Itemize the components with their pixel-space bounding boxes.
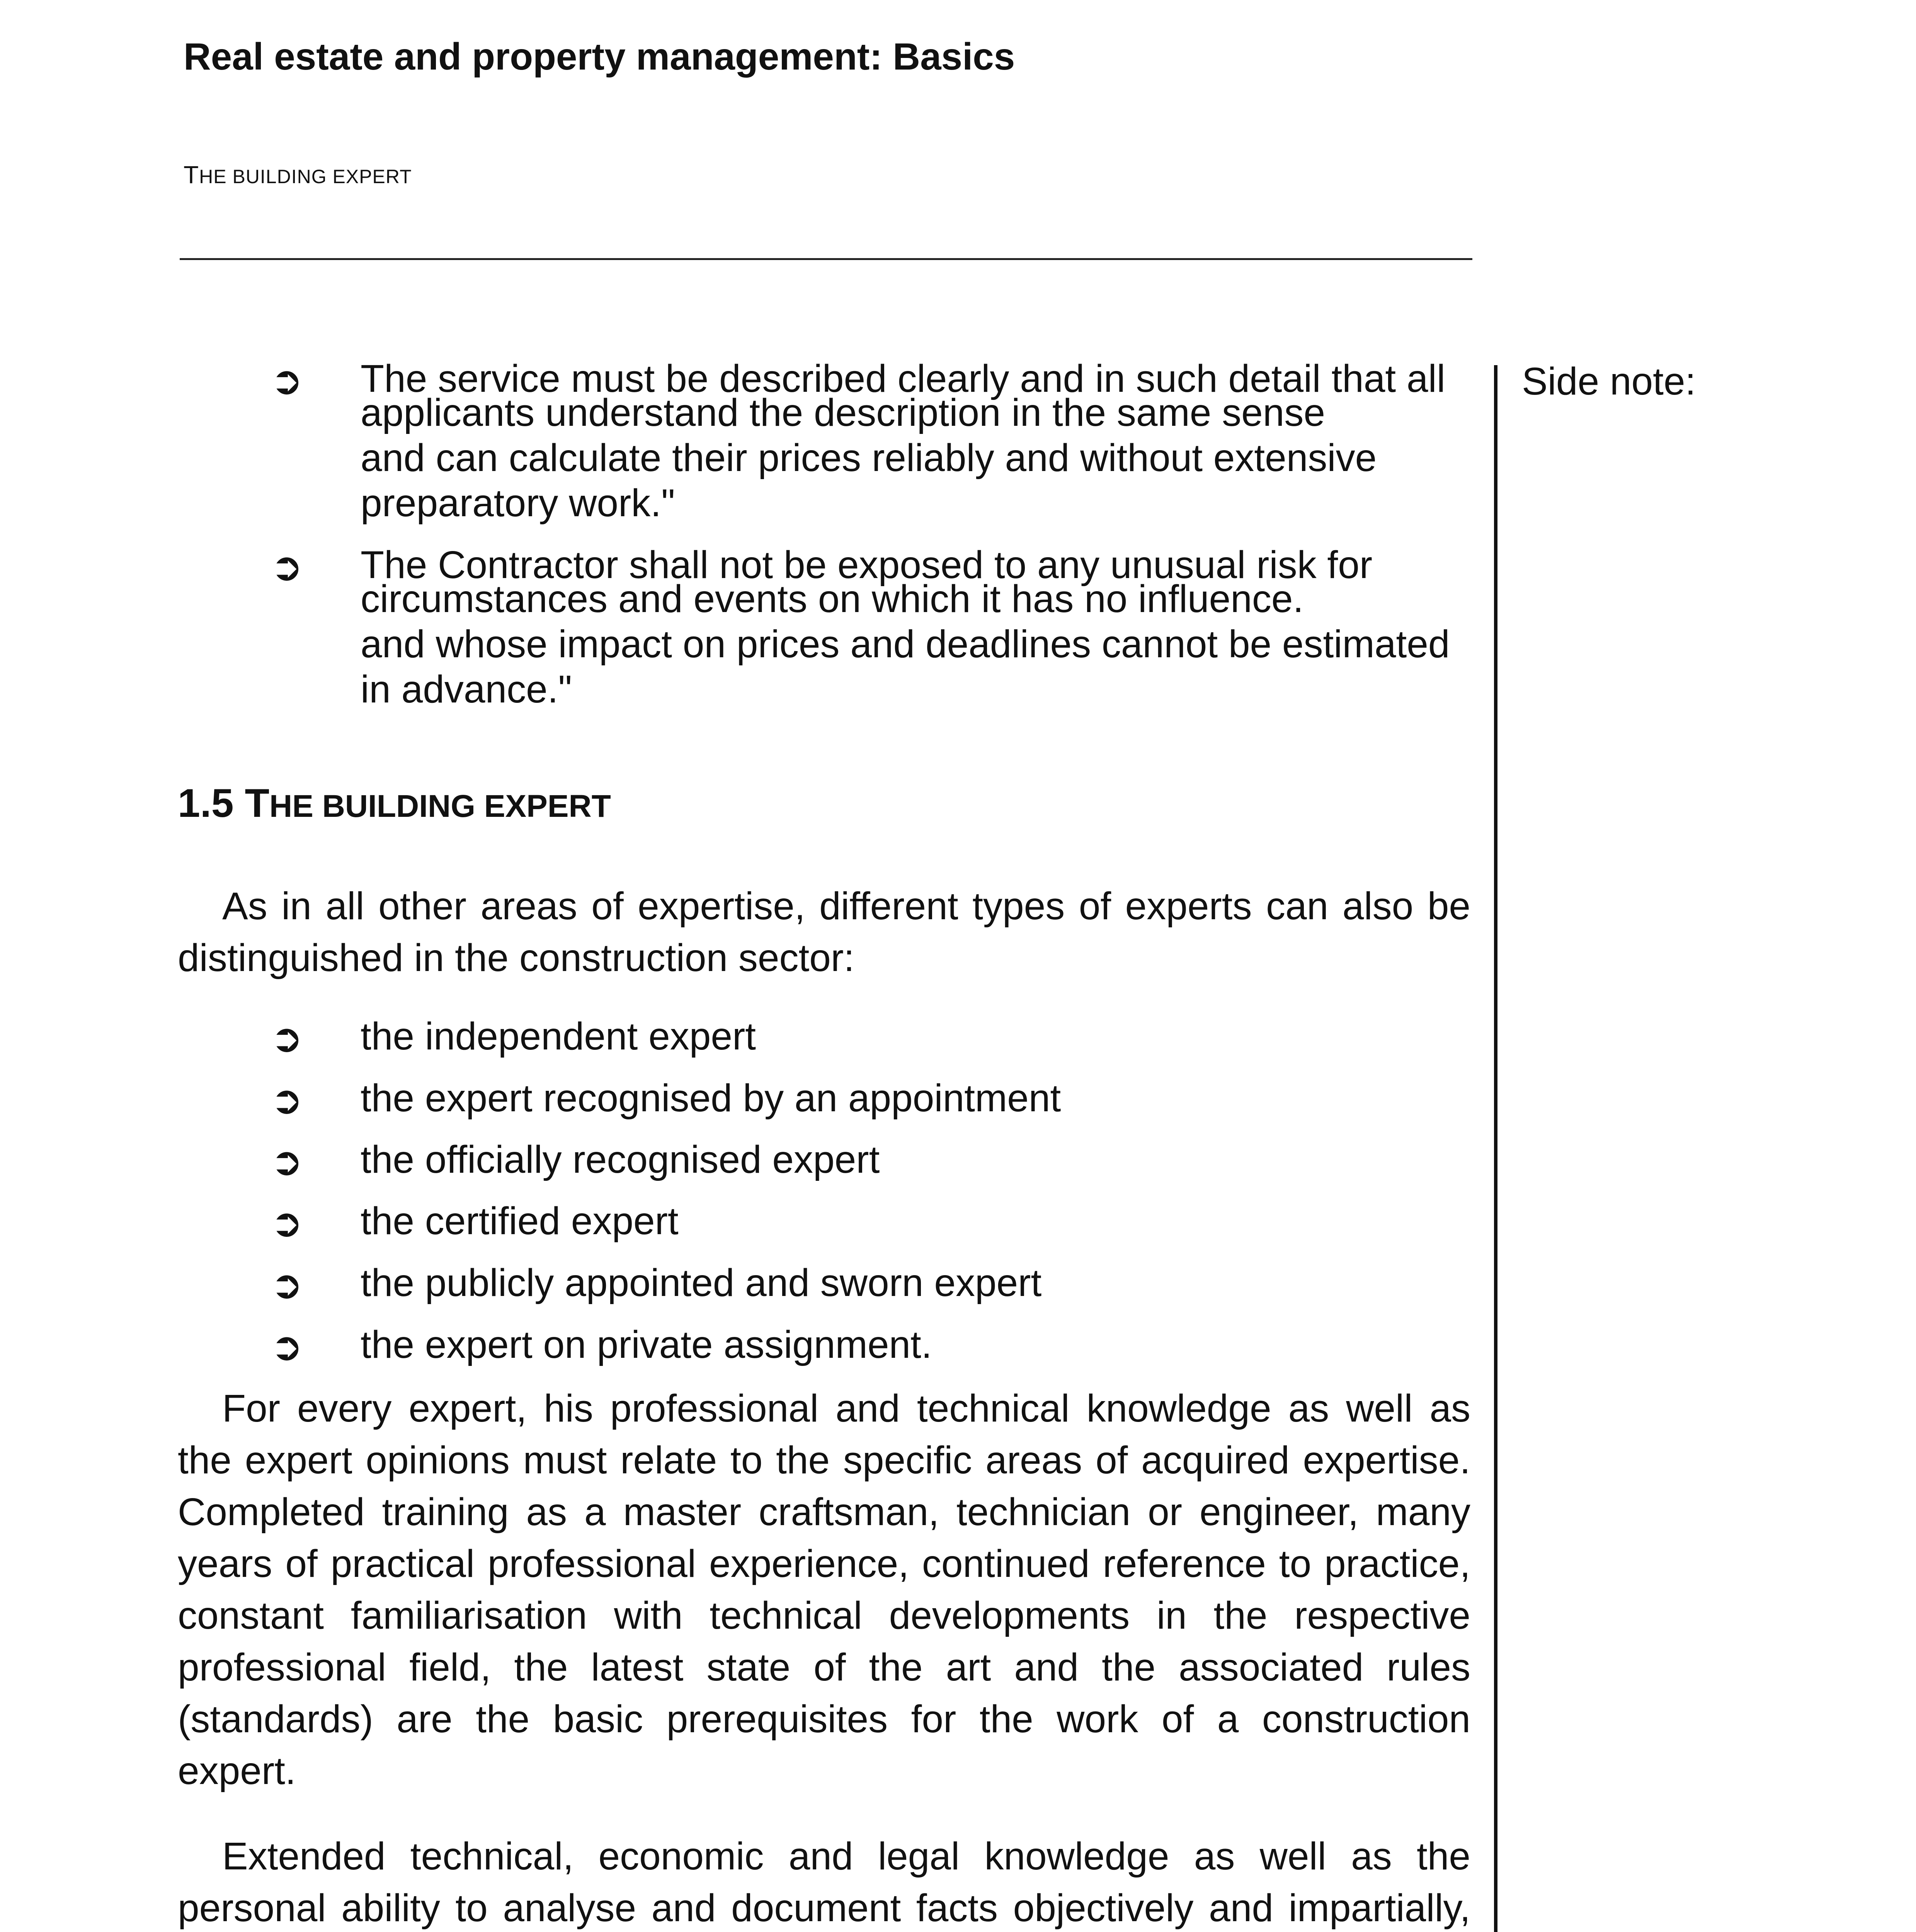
list-item: the expert on private assignment. (361, 1323, 932, 1366)
arrow-bullet-icon: ➲ (271, 1077, 303, 1122)
arrow-bullet-icon: ➲ (271, 1139, 303, 1184)
running-head-initial: T (184, 161, 199, 189)
bullet-line: circumstances and events on which it has no influence. (361, 577, 1304, 621)
arrow-bullet-icon: ➲ (271, 544, 303, 589)
document-header-title: Real estate and property management: Basics (184, 35, 1015, 78)
list-item: the independent expert (361, 1015, 756, 1058)
list-item: the publicly appointed and sworn expert (361, 1261, 1042, 1304)
section-heading (178, 781, 611, 827)
section-number: 1.5 T (178, 781, 269, 826)
header-divider (180, 258, 1472, 260)
list-item: the expert recognised by an appointment (361, 1077, 1061, 1120)
bullet-line: applicants understand the description in the same sense (361, 391, 1325, 434)
running-head-rest: HE BUILDING EXPERT (199, 166, 412, 187)
body-paragraph: Extended technical, economic and legal knowledge as well as the personal ability to analyse and document facts objectively and impartially, (178, 1835, 1470, 1930)
body-paragraph: For every expert, his professional and technical knowledge as well as the expert opinions must relate to the specific areas of acquired expertise. Completed training as a master craftsman, technician or engineer, many years of practical professional experience, continued reference to practice, constant familiarisation with technical developments in the respective professional field, the latest state of the art and the associated rules (standards) are the basic prerequisites for the work of a construction expert. (178, 1387, 1470, 1793)
bullet-line: preparatory work." (361, 481, 675, 525)
arrow-bullet-icon: ➲ (271, 358, 303, 403)
arrow-bullet-icon: ➲ (271, 1015, 303, 1061)
list-item: the certified expert (361, 1199, 679, 1243)
section-title: HE BUILDING EXPERT (269, 789, 611, 824)
bullet-line: The service must be described clearly and in such detail that all (361, 357, 1445, 400)
arrow-bullet-icon: ➲ (271, 1200, 303, 1245)
list-item: the officially recognised expert (361, 1138, 880, 1181)
side-note-label: Side note: (1522, 360, 1696, 403)
intro-paragraph: As in all other areas of expertise, different types of experts can also be distinguished in the construction sector: (178, 884, 1470, 980)
chapter-running-head (184, 160, 412, 189)
arrow-bullet-icon: ➲ (271, 1324, 303, 1369)
arrow-bullet-icon: ➲ (271, 1262, 303, 1307)
bullet-line: and whose impact on prices and deadlines cannot be estimated (361, 622, 1450, 666)
margin-divider (1494, 365, 1497, 1932)
bullet-line: and can calculate their prices reliably and without extensive (361, 436, 1377, 480)
bullet-line: The Contractor shall not be exposed to any unusual risk for (361, 543, 1373, 587)
bullet-line: in advance." (361, 668, 572, 711)
